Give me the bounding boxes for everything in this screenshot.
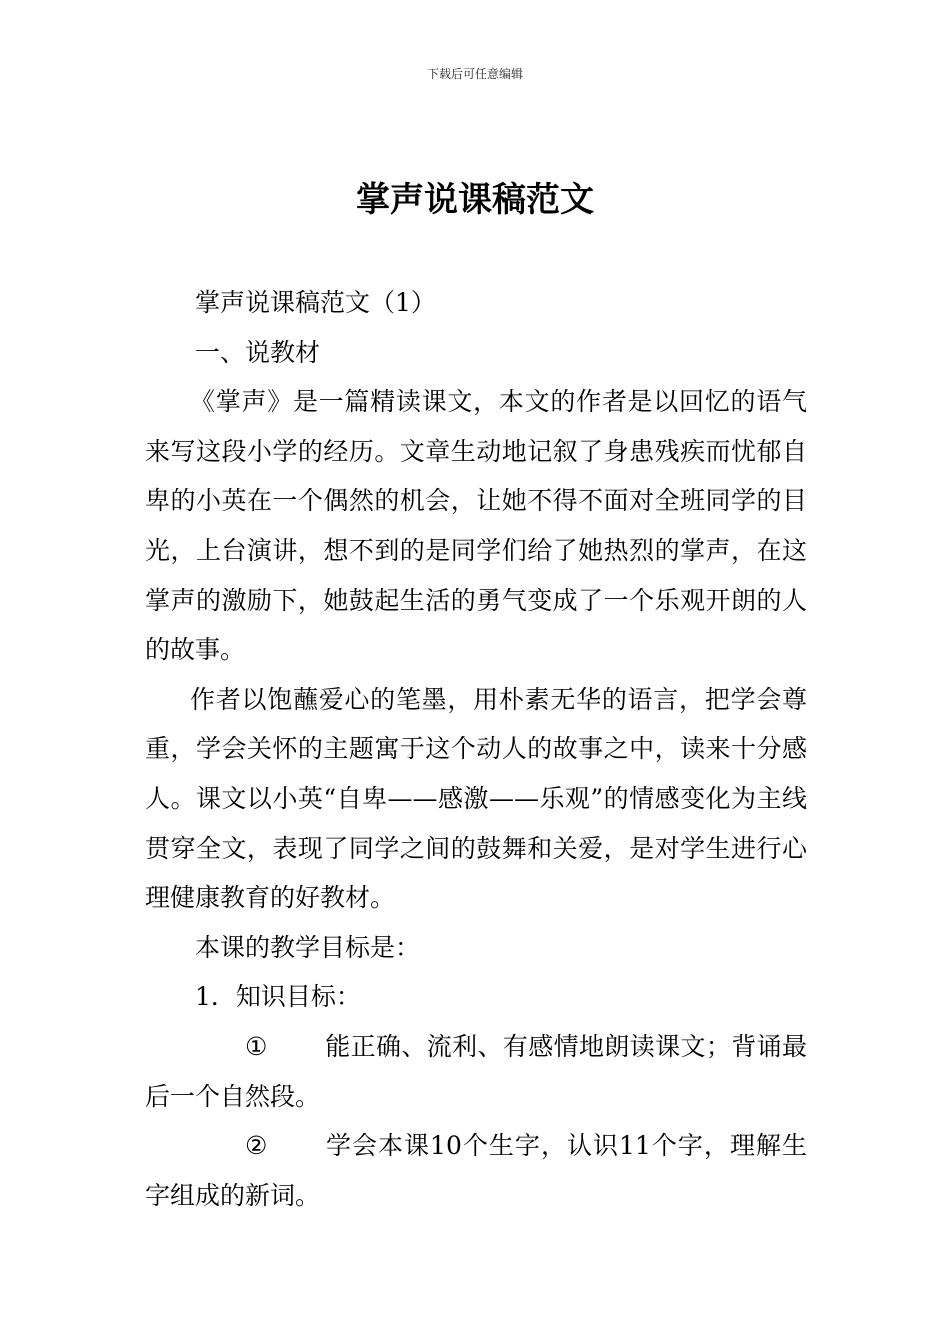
header-note: 下载后可任意编辑 — [426, 67, 523, 81]
document-body — [145, 278, 807, 1220]
list-marker-1: ① — [245, 1031, 268, 1061]
list-item-goal-2-text: 学会本课10个生字，认识11个字，理解生字组成的新词。 — [145, 1131, 807, 1210]
paragraph-summary: 《掌声》是一篇精读课文，本文的作者是以回忆的语气来写这段小学的经历。文章生动地记叙了身患残疾而忧郁自卑的小英在一个偶然的机会，让她不得不面对全班同学的目光，上台演讲，想不到的是同学们给了她热烈的掌声，在这掌声的激励下，她鼓起生活的勇气变成了一个乐观开朗的人的故事。 — [145, 387, 807, 665]
list-item-goal-2 — [145, 1121, 807, 1220]
paragraph-goals-intro: 本课的教学目标是： — [195, 932, 421, 962]
paragraph-theme: 作者以饱蘸爱心的笔墨，用朴素无华的语言，把学会尊重，学会关怀的主题寓于这个动人的故事之中，读来十分感人。课文以小英“自卑——感激——乐观”的情感变化为主线贯穿全文，表现了同学之间的鼓舞和关爱，是对学生进行心理健康教育的好教材。 — [145, 684, 807, 913]
list-marker-2: ② — [245, 1131, 268, 1161]
section-heading-1: 掌声说课稿范文（1） — [195, 288, 436, 317]
document-title: 掌声说课稿范文 — [356, 180, 594, 220]
list-item-goal-1-text: 能正确、流利、有感情地朗读课文；背诵最后一个自然段。 — [145, 1031, 807, 1111]
paragraph-knowledge-goal: 1．知识目标： — [195, 982, 361, 1012]
subsection-heading-textbook: 一、说教材 — [195, 337, 321, 367]
list-item-goal-1 — [145, 1022, 807, 1121]
